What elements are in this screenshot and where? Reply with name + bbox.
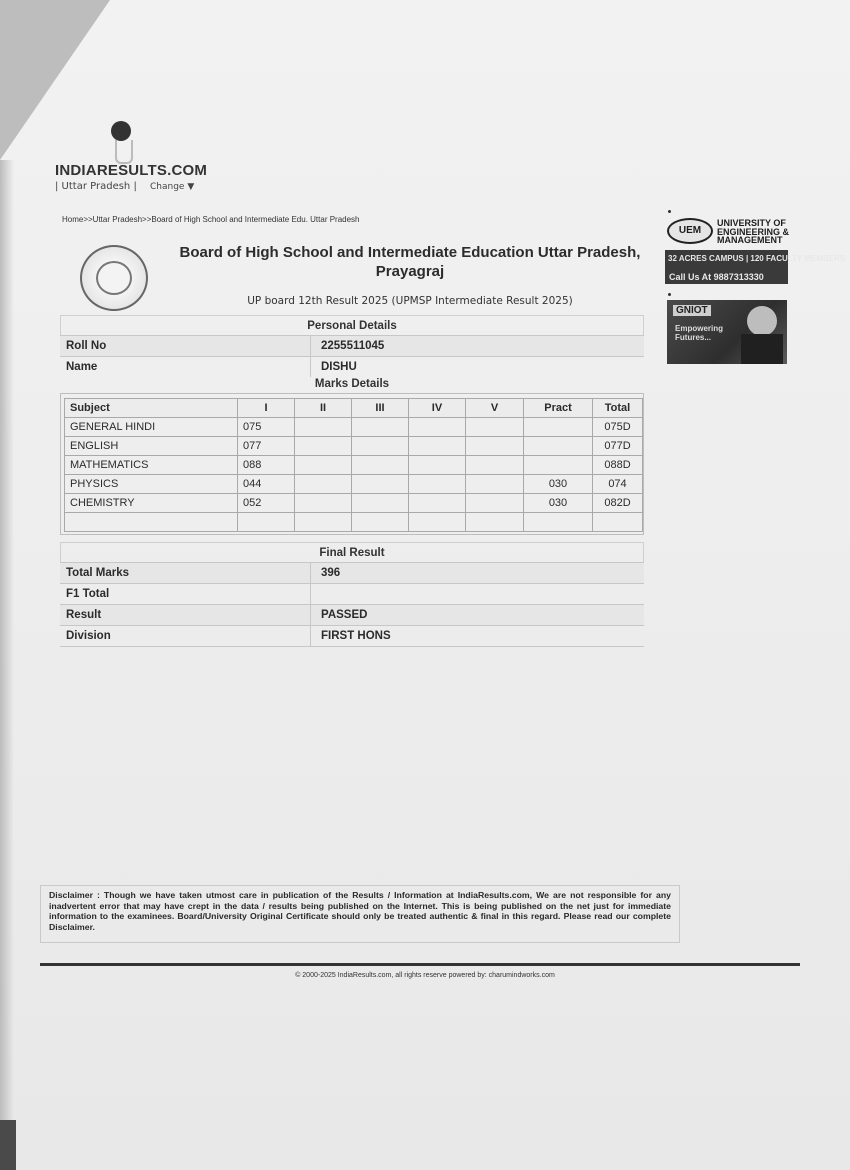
logo-figure-icon: [115, 140, 133, 164]
col-header-i: I: [238, 399, 295, 418]
col-header-subject: Subject: [65, 399, 238, 418]
mark-cell: [238, 513, 295, 532]
mark-cell: [295, 475, 352, 494]
mark-cell: 052: [238, 494, 295, 513]
total-marks-row: [60, 562, 644, 583]
mark-cell: [466, 513, 524, 532]
col-header-total: Total: [593, 399, 643, 418]
col-header-iv: IV: [409, 399, 466, 418]
subject-cell: CHEMISTRY: [65, 494, 238, 513]
name-value: DISHU: [310, 357, 644, 377]
uem-name: UNIVERSITY OF ENGINEERING & MANAGEMENT: [717, 218, 790, 245]
person-body-icon: [741, 334, 783, 364]
mark-cell: [295, 418, 352, 437]
division-row: [60, 625, 644, 647]
roll-no-value: 2255511045: [310, 336, 644, 356]
total-marks-value: 396: [310, 563, 644, 583]
pract-cell: [524, 456, 593, 475]
result-label: Result: [66, 609, 102, 621]
copyright: © 2000-2025 IndiaResults.com, all rights reserve powered by: charumindworks.com: [295, 972, 555, 979]
total-cell: 088D: [593, 456, 643, 475]
mark-cell: [409, 513, 466, 532]
pract-cell: [524, 513, 593, 532]
site-logo-text: INDIARESULTS.COM: [55, 162, 208, 179]
mark-cell: [409, 456, 466, 475]
division-value: FIRST HONS: [310, 626, 644, 646]
result-value: PASSED: [310, 605, 644, 625]
pract-cell: [524, 437, 593, 456]
mark-cell: [295, 513, 352, 532]
left-edge-shadow: [0, 160, 14, 1170]
marks-table-container: [60, 393, 644, 535]
mark-cell: [466, 418, 524, 437]
uem-advertisement[interactable]: [665, 215, 846, 285]
person-head-icon: [747, 306, 777, 336]
mark-cell: [466, 456, 524, 475]
board-title: Board of High School and Intermediate Education Uttar Pradesh, Prayagraj: [179, 244, 641, 280]
mark-cell: [295, 456, 352, 475]
total-cell: [593, 513, 643, 532]
result-subtitle: UP board 12th Result 2025 (UPMSP Intermediate Result 2025): [247, 295, 573, 307]
mark-cell: [295, 437, 352, 456]
subject-cell: ENGLISH: [65, 437, 238, 456]
mark-cell: [352, 456, 409, 475]
mark-cell: [352, 437, 409, 456]
mark-cell: [409, 475, 466, 494]
table-row: [65, 456, 643, 475]
state-name: | Uttar Pradesh |: [55, 181, 137, 192]
final-result-heading: Final Result: [60, 542, 644, 562]
ad-bullet: [668, 210, 671, 213]
marks-details-heading-wrap: [60, 374, 644, 394]
gniot-advertisement[interactable]: [667, 300, 787, 364]
pract-cell: 030: [524, 494, 593, 513]
marks-details-heading: Marks Details: [314, 378, 390, 390]
uem-stats: 32 ACRES CAMPUS | 120 FACULTY MEMBERS: [668, 254, 846, 263]
table-row: [65, 475, 643, 494]
total-cell: 082D: [593, 494, 643, 513]
subject-cell: PHYSICS: [65, 475, 238, 494]
division-label: Division: [66, 630, 111, 642]
col-header-pract: Pract: [524, 399, 593, 418]
uem-info-bar: [665, 250, 846, 284]
personal-details-section: [60, 315, 644, 377]
subject-cell: [65, 513, 238, 532]
roll-no-label: Roll No: [66, 340, 107, 352]
table-row: [65, 494, 643, 513]
marks-table: [64, 398, 643, 532]
bottom-edge-shadow: [0, 1120, 16, 1170]
logo-ball-icon: [111, 121, 131, 141]
gniot-logo: GNIOT: [673, 305, 711, 316]
roll-no-row: [60, 335, 644, 356]
table-row: [65, 437, 643, 456]
emblem-center-icon: [96, 261, 132, 295]
breadcrumb[interactable]: Home>>Uttar Pradesh>>Board of High School and Intermediate Edu. Uttar Pradesh: [62, 215, 360, 224]
mark-cell: [466, 437, 524, 456]
total-cell: 074: [593, 475, 643, 494]
mark-cell: 075: [238, 418, 295, 437]
name-label: Name: [66, 361, 98, 373]
col-header-v: V: [466, 399, 524, 418]
final-result-section: [60, 542, 644, 647]
mark-cell: [409, 418, 466, 437]
col-header-iii: III: [352, 399, 409, 418]
mark-cell: [409, 437, 466, 456]
table-row: [65, 418, 643, 437]
mark-cell: [466, 475, 524, 494]
mark-cell: [352, 475, 409, 494]
change-state-link[interactable]: Change ▼: [150, 182, 195, 192]
table-row: [65, 513, 643, 532]
uem-logo: UEM: [667, 218, 713, 244]
gniot-tagline: Empowering Futures...: [675, 324, 724, 342]
mark-cell: [352, 418, 409, 437]
page-fold: [0, 0, 110, 160]
up-board-emblem-icon: [80, 245, 148, 311]
state-selector: [55, 181, 194, 192]
uem-call: Call Us At 9887313330: [669, 272, 764, 282]
f1-total-row: [60, 583, 644, 604]
mark-cell: [295, 494, 352, 513]
mark-cell: [352, 494, 409, 513]
total-marks-label: Total Marks: [66, 567, 130, 579]
subject-cell: GENERAL HINDI: [65, 418, 238, 437]
mark-cell: [466, 494, 524, 513]
total-cell: 077D: [593, 437, 643, 456]
mark-cell: 088: [238, 456, 295, 475]
personal-details-heading: Personal Details: [60, 315, 644, 335]
result-row: [60, 604, 644, 625]
f1-total-label: F1 Total: [66, 588, 110, 600]
pract-cell: 030: [524, 475, 593, 494]
mark-cell: [409, 494, 466, 513]
ad-bullet: [668, 293, 671, 296]
disclaimer: Disclaimer : Though we have taken utmost care in publication of the Results / Information at IndiaResults.com, We are not responsible for any inadvertent error that may have crept in the data / results being published on the Internet. This is being published on the net just for immediate information to the examinees. Board/University Original Certificate should only be treated authentic & final in this regard. Please read our complete Disclaimer.: [40, 885, 680, 943]
mark-cell: [352, 513, 409, 532]
mark-cell: 044: [238, 475, 295, 494]
pract-cell: [524, 418, 593, 437]
marks-header-row: [65, 399, 643, 418]
f1-total-value: [310, 584, 644, 604]
total-cell: 075D: [593, 418, 643, 437]
col-header-ii: II: [295, 399, 352, 418]
footer-divider: [40, 963, 800, 966]
subject-cell: MATHEMATICS: [65, 456, 238, 475]
mark-cell: 077: [238, 437, 295, 456]
